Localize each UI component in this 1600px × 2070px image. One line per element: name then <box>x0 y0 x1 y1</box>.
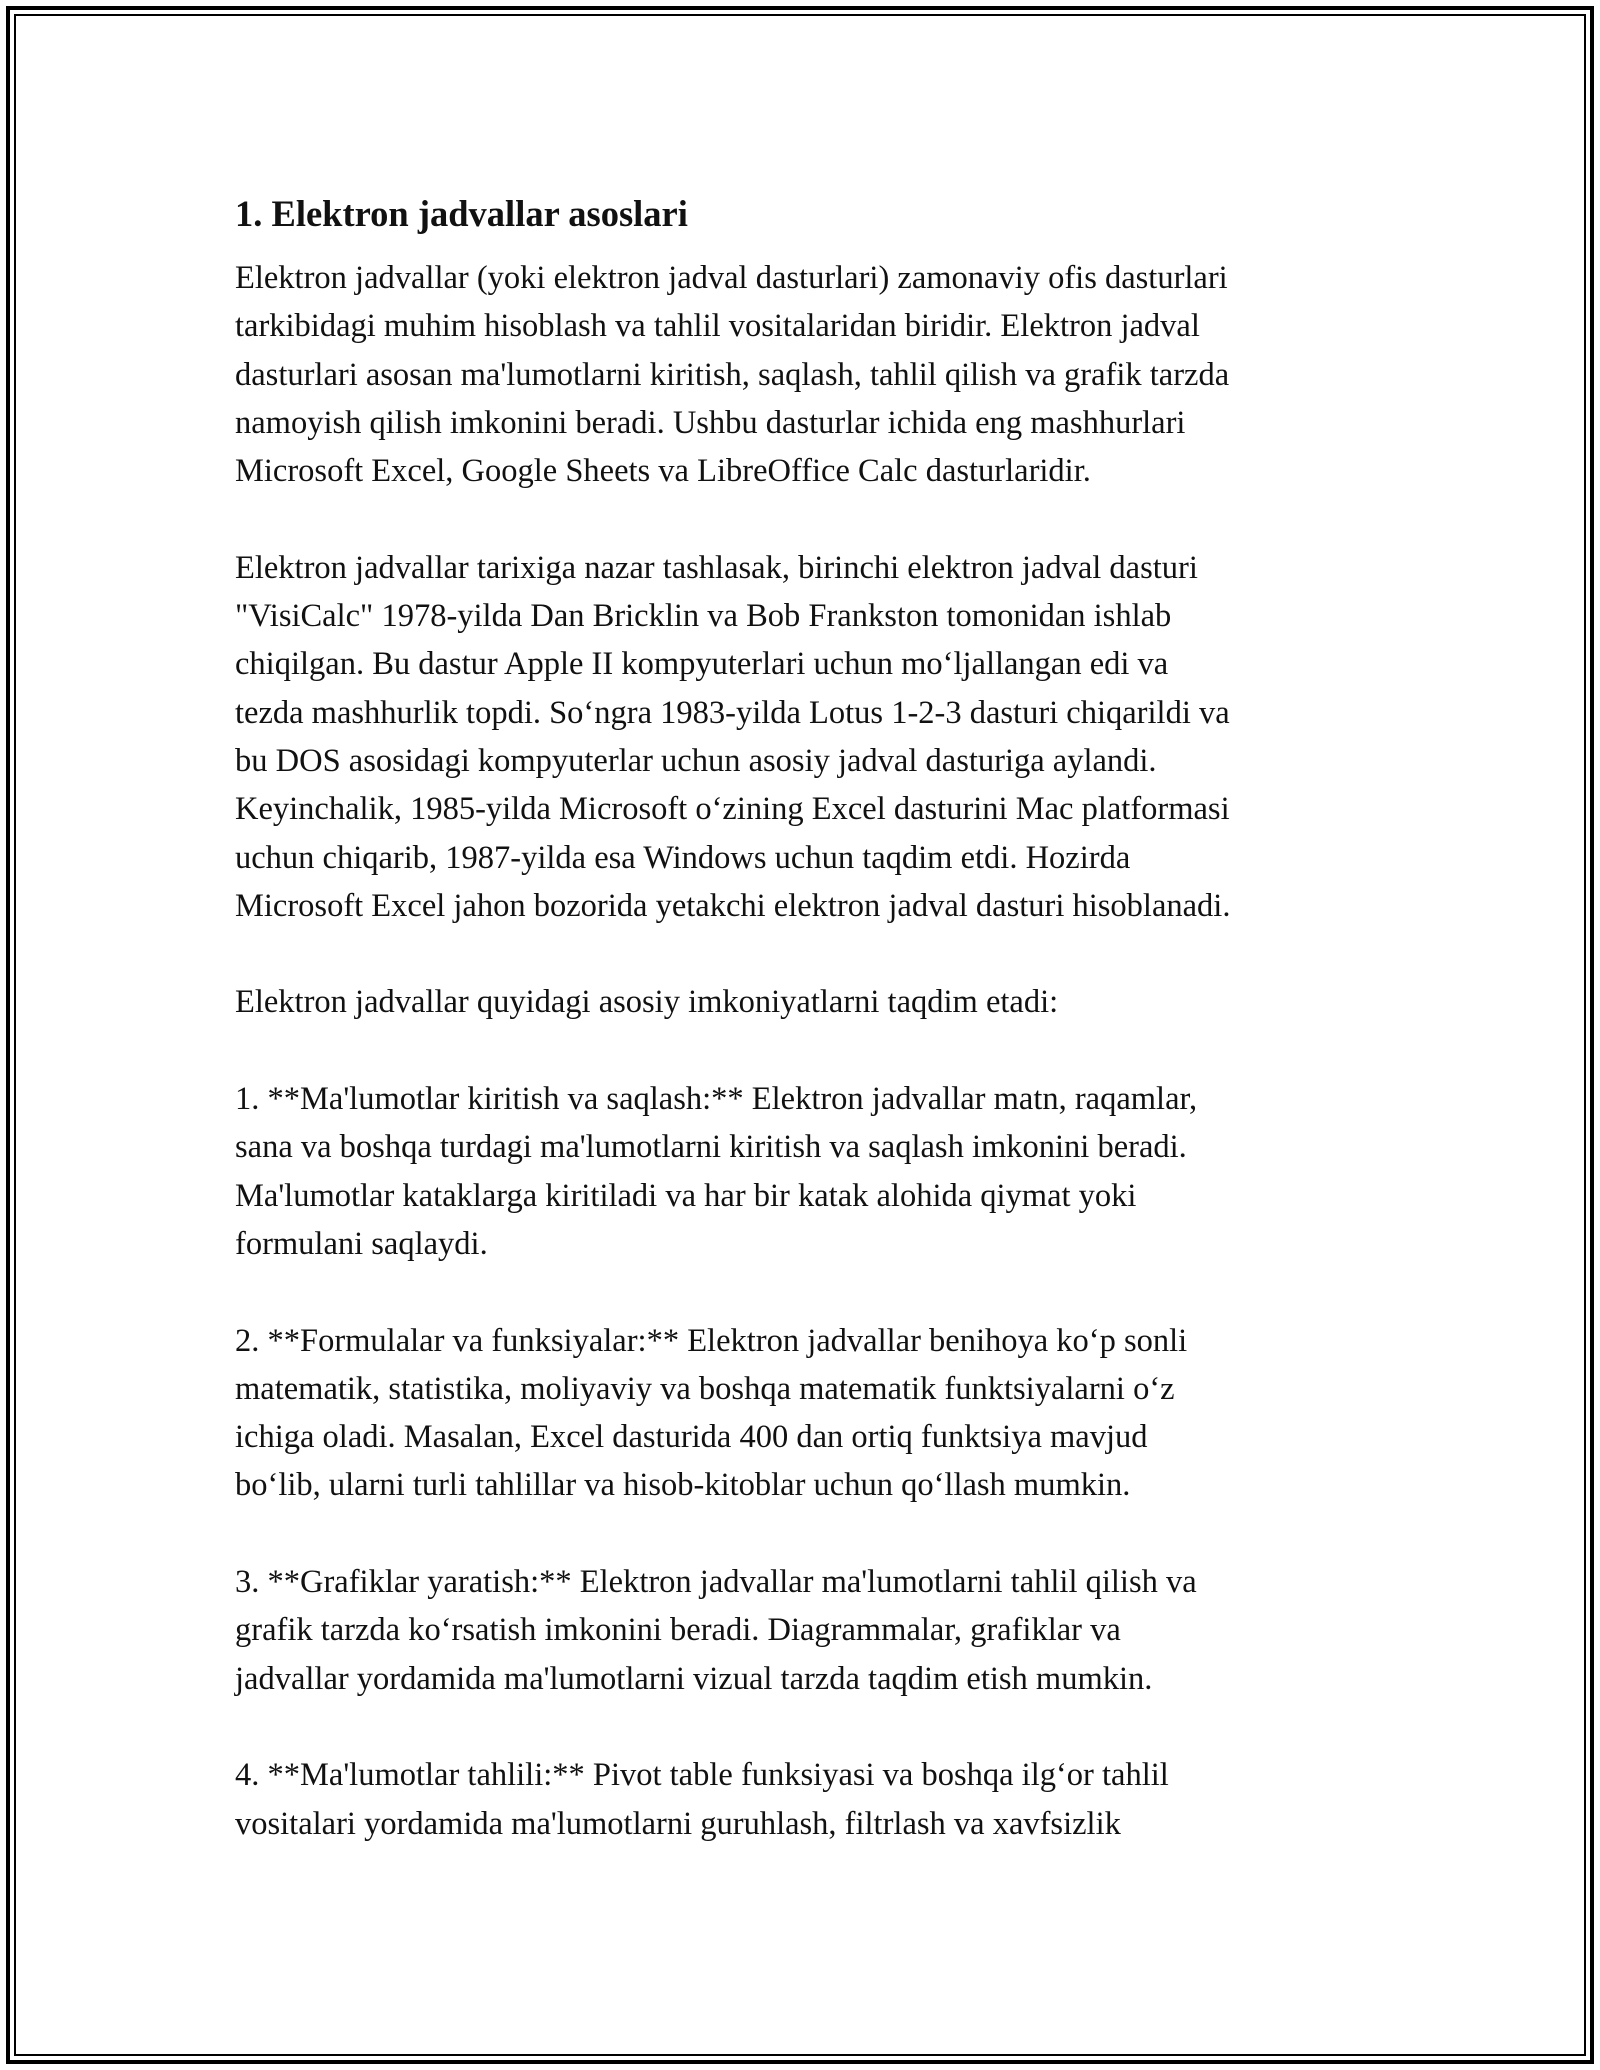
list-item-data-entry: 1. **Ma'lumotlar kiritish va saqlash:** Elektron jadvallar matn, raqamlar, sana va boshqa turdagi ma'lumotlarni kiritish va saqlash imkonini beradi. Ma'lumotlar kataklarga kiritiladi va har bir katak alohida qiymat yoki formulani saqlaydi. <box>235 1081 1198 1262</box>
section-heading: 1. Elektron jadvallar asoslari <box>235 193 688 234</box>
paragraph-history: Elektron jadvallar tarixiga nazar tashlasak, birinchi elektron jadval dasturi "VisiCalc" 1978-yilda Dan Bricklin va Bob Frankston tomonidan ishlab chiqilgan. Bu dastur Apple II kompyuterlari uchun moʻljallangan edi va tezda mashhurlik topdi. Soʻngra 1983-yilda Lotus 1-2-3 dasturi chiqarildi va bu DOS asosidagi kompyuterlar uchun asosiy jadval dasturiga aylandi. Keyinchalik, 1985-yilda Microsoft oʻzining Excel dasturini Mac platformasi uchun chiqarib, 1987-yilda esa Windows uchun taqdim etdi. Hozirda Microsoft Excel jahon bozorida yetakchi elektron jadval dasturi hisoblanadi. <box>235 549 1231 924</box>
list-item-formulas: 2. **Formulalar va funksiyalar:** Elektron jadvallar benihoya koʻp sonli matematik, statistika, moliyaviy va boshqa matematik funktsiyalarni oʻz ichiga oladi. Masalan, Excel dasturida 400 dan ortiq funktsiya mavjud boʻlib, ularni turli tahlillar va hisob-kitoblar uchun qoʻllash mumkin. <box>235 1322 1188 1504</box>
list-item-data-analysis: 4. **Ma'lumotlar tahlili:** Pivot table funksiyasi va boshqa ilgʻor tahlil vositalari yordamida ma'lumotlarni guruhlash, filtrlash va xavfsizlik <box>235 1757 1169 1842</box>
paragraph-intro: Elektron jadvallar (yoki elektron jadval dasturlari) zamonaviy ofis dasturlari tarkibidagi muhim hisoblash va tahlil vositalaridan biridir. Elektron jadval dasturlari asosan ma'lumotlarni kiritish, saqlash, tahlil qilish va grafik tarzda namoyish qilish imkonini beradi. Ushbu dasturlar ichida eng mashhurlari Microsoft Excel, Google Sheets va LibreOffice Calc dasturlaridir. <box>235 260 1230 490</box>
list-item-charts: 3. **Grafiklar yaratish:** Elektron jadvallar ma'lumotlarni tahlil qilish va grafik tarzda koʻrsatish imkonini beradi. Diagrammalar, grafiklar va jadvallar yordamida ma'lumotlarni vizual tarzda taqdim etish mumkin. <box>235 1564 1197 1697</box>
paragraph-features-intro: Elektron jadvallar quyidagi asosiy imkoniyatlarni taqdim etadi: <box>235 984 1059 1021</box>
document-body <box>235 184 1385 1848</box>
